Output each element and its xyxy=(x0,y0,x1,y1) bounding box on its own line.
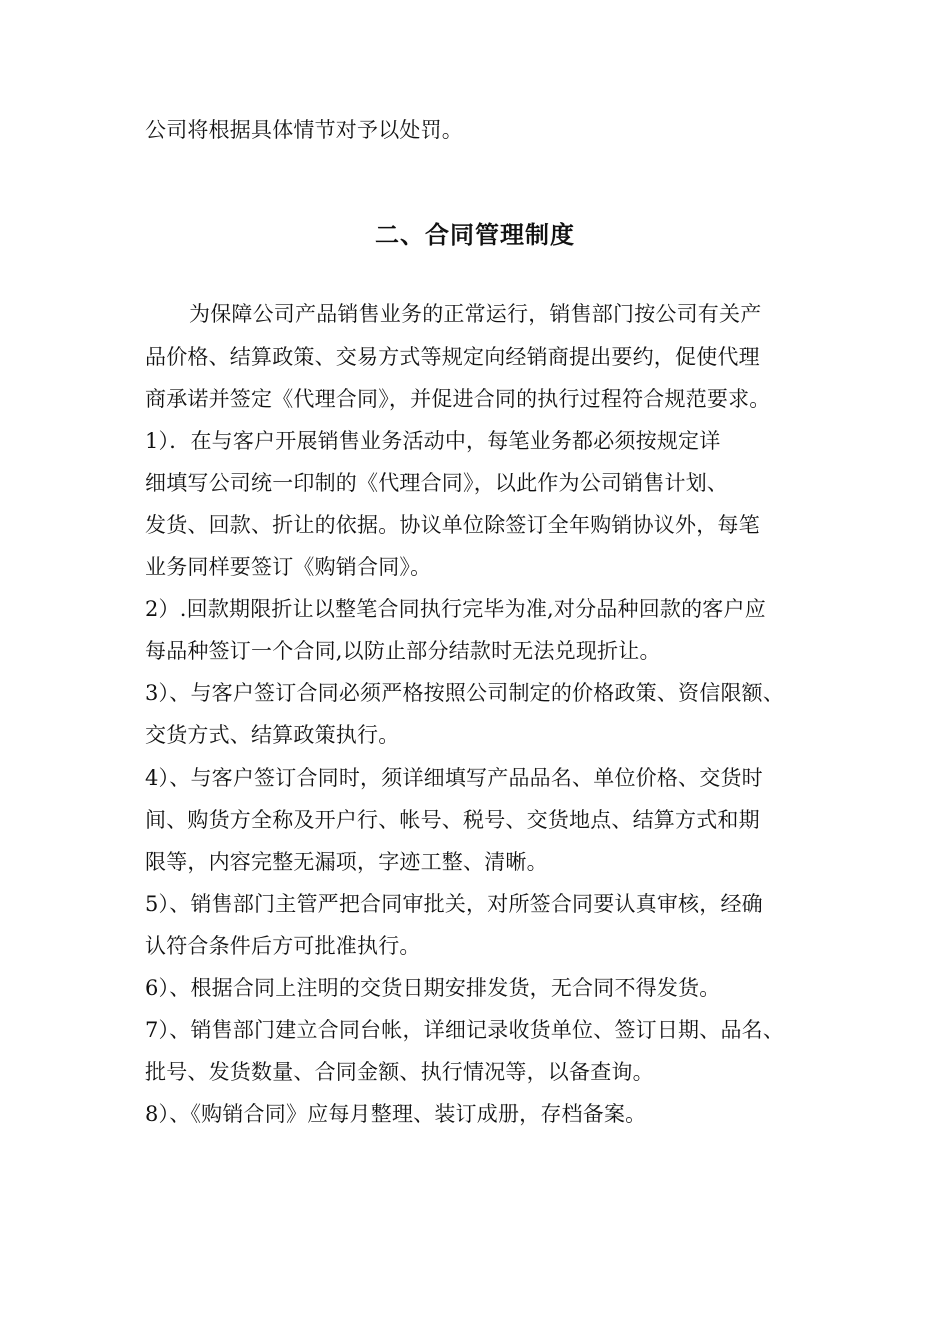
text-line: 4）、与客户签订合同时，须详细填写产品品名、单位价格、交货时 xyxy=(145,766,763,790)
text-line: 认符合条件后方可批准执行。 xyxy=(145,934,421,958)
text-line: 7）、销售部门建立合同台帐，详细记录收货单位、签订日期、品名、 xyxy=(145,1018,785,1042)
text-line: 5）、销售部门主管严把合同审批关，对所签合同要认真审核，经确 xyxy=(145,892,763,916)
text-line: 细填写公司统一印制的《代理合同》，以此作为公司销售计划、 xyxy=(145,471,729,495)
text-line: 业务同样要签订《购销合同》。 xyxy=(145,555,432,579)
text-line: 3）、与客户签订合同必须严格按照公司制定的价格政策、资信限额、 xyxy=(145,681,785,705)
carryover-text: 公司将根据具体情节对予以处罚。 xyxy=(145,118,463,142)
text-line: 交货方式、结算政策执行。 xyxy=(145,723,400,747)
text-line: 品价格、结算政策、交易方式等规定向经销商提出要约，促使代理 xyxy=(145,345,760,369)
text-line: 8）、《购销合同》应每月整理、装订成册，存档备案。 xyxy=(145,1102,647,1126)
text-line: 6）、根据合同上注明的交货日期安排发货，无合同不得发货。 xyxy=(145,976,721,1000)
section-title: 二、合同管理制度 xyxy=(375,221,575,249)
text-line: 商承诺并签定《代理合同》，并促进合同的执行过程符合规范要求。 xyxy=(145,387,771,411)
text-line: 为保障公司产品销售业务的正常运行，销售部门按公司有关产 xyxy=(189,302,762,326)
text-line: 每品种签订一个合同,以防止部分结款时无法兑现折让。 xyxy=(145,639,661,663)
text-line: 批号、发货数量、合同金额、执行情况等，以备查询。 xyxy=(145,1060,654,1084)
text-line: 间、购货方全称及开户行、帐号、税号、交货地点、结算方式和期 xyxy=(145,808,760,832)
text-line: 发货、回款、折让的依据。协议单位除签订全年购销协议外，每笔 xyxy=(145,513,760,537)
text-line: 1）．在与客户开展销售业务活动中，每笔业务都必须按规定详 xyxy=(145,429,721,453)
text-line: 2）.回款期限折让以整笔合同执行完毕为准,对分品种回款的客户应 xyxy=(145,597,766,621)
text-line: 限等，内容完整无漏项，字迹工整、清晰。 xyxy=(145,850,548,874)
